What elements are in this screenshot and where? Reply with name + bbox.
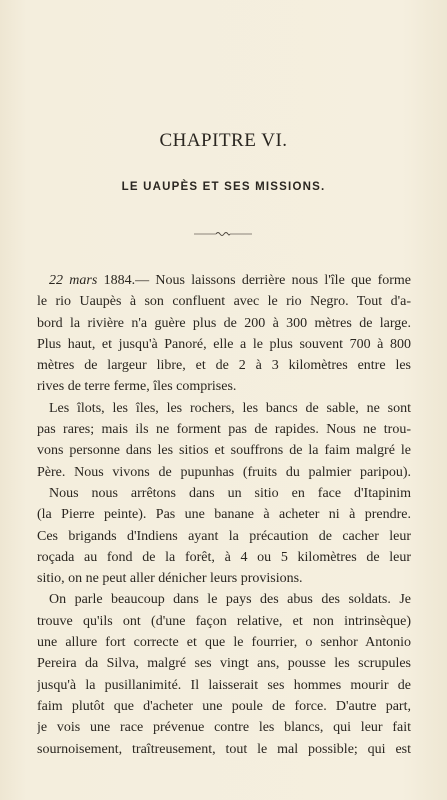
text-line: Ces brigands d'Indiens ayant la précaution de cacher leur xyxy=(37,528,411,544)
text-line: Père. Nous vivons de pupunhas (fruits du palmier paripou). xyxy=(37,464,411,480)
text-line: mètres de largeur libre, et de 2 à 3 kilomètres entre les xyxy=(37,358,411,374)
text-line: vons personne dans les sitios et souffrons de la faim malgré le xyxy=(37,443,411,459)
body-text xyxy=(37,270,411,760)
text-line: une allure fort correcte et que le fourrier, o senhor Antonio xyxy=(37,635,411,651)
ornament-divider-icon xyxy=(194,230,252,238)
text-line: sournoisement, traîtreusement, tout le mal possible; qui est xyxy=(37,741,411,757)
text-line: Pereira da Silva, malgré ses vingt ans, pousse les scrupules xyxy=(37,656,411,672)
text-line: bord la rivière n'a guère plus de 200 à 300 mètres de large. xyxy=(37,315,411,331)
text-line: je vois une race prévenue contre les blancs, qui leur fait xyxy=(37,720,411,736)
text-line: 22 mars 1884.— Nous laissons derrière nous l'île que forme xyxy=(49,273,411,288)
text-line: trouve qu'ils ont (d'une façon relative, et non intrinsèque) xyxy=(37,613,411,629)
text-line: Plus haut, et jusqu'à Panoré, elle a le plus souvent 700 à 800 xyxy=(37,336,411,352)
entry-date: 22 mars xyxy=(49,273,98,288)
section-title: LE UAUPÈS ET SES MISSIONS. xyxy=(121,181,326,193)
text-line: Les îlots, les îles, les rochers, les bancs de sable, ne sont xyxy=(49,400,411,416)
text-line: rives de terre ferme, îles comprises. xyxy=(37,379,237,395)
text-line: On parle beaucoup dans le pays des abus des soldats. Je xyxy=(49,592,411,608)
text-line: faim plutôt que d'acheter une poule de force. D'autre part, xyxy=(37,698,411,714)
text-line: le rio Uaupès à son confluent avec le rio Negro. Tout d'a- xyxy=(37,294,411,310)
text-line: sitio, on ne peut aller dénicher leurs provisions. xyxy=(37,571,303,587)
text-line: jusqu'à la pusillanimité. Il laisserait ses hommes mourir de xyxy=(37,677,411,693)
text-line: (la Pierre peinte). Pas une banane à acheter ni à prendre. xyxy=(37,507,411,523)
text-line: pas rares; mais ils ne forment pas de rapides. Nous ne trou- xyxy=(37,422,411,438)
text-line: roçada au fond de la forêt, à 4 ou 5 kilomètres de leur xyxy=(37,549,411,565)
text-line: Nous nous arrêtons dans un sitio en face d'Itapinim xyxy=(49,485,411,501)
chapter-title: CHAPITRE VI. xyxy=(159,130,288,151)
